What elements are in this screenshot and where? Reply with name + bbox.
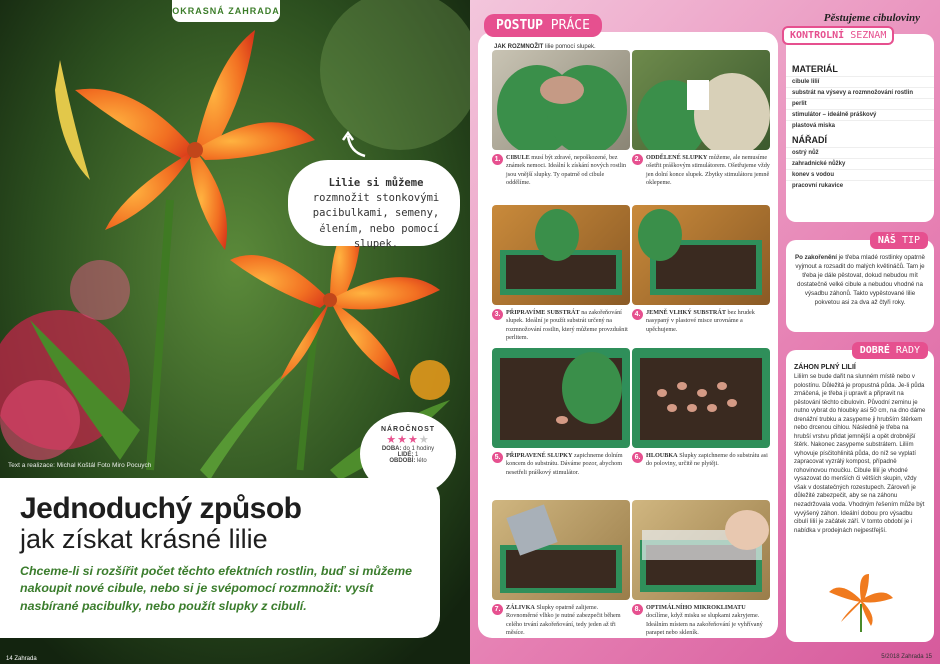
star-icon: ★ — [386, 434, 398, 446]
star-icon: ★ — [418, 434, 430, 446]
speech-bubble — [288, 160, 460, 250]
page-footer-left: 14 Zahrada — [6, 656, 37, 662]
tip-title: NÁŠ TIP — [870, 232, 928, 249]
procedure-subtitle: JAK ROZMNOŽIT lilie pomocí slupek. — [494, 44, 596, 50]
bubble-bold: Lilie si můžeme — [328, 177, 424, 189]
procedure-panel — [478, 18, 778, 638]
lily-flower-icon — [826, 574, 896, 634]
article-title-box — [0, 478, 440, 638]
step-1: 1. CIBULE musí být zdravé, nepoškozené, bez známek nemoci. Ideální k získání nových rostlin jsou vnější slupky. Ty opatrně od cibule oddělíme. — [492, 50, 630, 187]
step-photo — [632, 348, 770, 448]
tools-heading: NÁŘADÍ — [792, 135, 827, 145]
step-photo — [632, 205, 770, 305]
list-item: stimulátor – ideálně práškový — [786, 109, 934, 120]
list-item: substrát na výsevy a rozmnožování rostlin — [786, 87, 934, 98]
difficulty-row: OBDOBÍ: léto — [389, 458, 427, 464]
star-icon: ★ — [397, 434, 408, 446]
difficulty-row: DOBA: do 1 hodiny — [381, 446, 435, 452]
right-page — [470, 0, 940, 664]
list-item: pracovní rukavice — [786, 180, 934, 191]
article-subtitle: jak získat krásné lilie — [20, 524, 268, 554]
list-item: plastová miska — [786, 120, 934, 131]
advice-text: Liliím se bude dařit na slunném místě nebo v polostínu. Důležitá je propustná půda. Je-li půda zmáčená, je třeba ji upravit a připravit na pěstování těchto cibulovin. Původní zeminu je nutno vybrat do hloubky asi 50 cm, na dno dáme drenážní trubku a zasypeme ji hrubším štěrkem nebo drcenou cihlou. Následně je třeba na hrubší vrstvu přidat jemnější a opět drobnější štěrk. Nakonec zasypeme substrátem. Liliím vyhovuje písčitohlinitá půda, do níž se vyplatí zapracovat vyzrálý kompost, případně rohovinovou moučku. Cibule lilií je vhodné vysazovat do menších či větších skupin, vždy však v dostatečných rozestupech. Zároveň je důležité zabezpečit, aby se na záhonu nezadržovala voda. Vhodným řešením může být vyvýšený záhon. Ideální dobou pro výsadbu cibulí lilií je začátek září. V tomto období je i nabídka v prodejnách nejpestřejší. — [794, 373, 926, 534]
section-tag: OKRASNÁ ZAHRADA — [172, 0, 280, 22]
difficulty-stars — [360, 433, 456, 446]
article-lead: Chceme-li si rozšířit počet těchto efektních rostlin, buď si můžeme nakoupit nové cibule, nebo si je svépomocí rozmnožit: vysít nasbírané pacibulky, nebo použít slupky z cibulí. — [20, 564, 412, 613]
advice-box — [786, 345, 934, 642]
step-photo — [632, 50, 770, 150]
step-5: 5. PŘIPRAVENÉ SLUPKY zapichneme dolním koncem do substrátu. Dáváme pozor, abychom nesetřeli práškový stimulátor. — [492, 348, 630, 477]
section-header: Pěstujeme cibuloviny — [823, 12, 920, 24]
list-item: konev s vodou — [786, 169, 934, 180]
list-item: cibule lilií — [786, 76, 934, 87]
step-6: 6. HLOUBKA Slupky zapichneme do substrátu asi do poloviny, určitě ne plytěji. — [632, 348, 770, 469]
step-photo — [632, 500, 770, 600]
page-number: 5/2018 Zahrada 15 — [881, 654, 932, 660]
photo-credit: Text a realizace: Michal Koštál Foto Miro Pocuych — [8, 462, 152, 469]
difficulty-label: NÁROČNOST — [380, 426, 436, 433]
checklist-box — [786, 30, 934, 222]
material-heading: MATERIÁL — [792, 64, 838, 74]
list-item: zahradnické nůžky — [786, 158, 934, 169]
checklist-title: KONTROLNÍ SEZNAM — [782, 26, 894, 45]
difficulty-row: LIDÉ: 1 — [397, 452, 419, 458]
article-title: Jednoduchý způsob — [20, 492, 302, 525]
bubble-text: rozmnožit stonkovými pacibulkami, semeny, dělením, nebo pomocí slupek. — [312, 192, 440, 250]
step-photo — [492, 50, 630, 150]
step-photo — [492, 205, 630, 305]
step-3: 3. PŘIPRAVÍME SUBSTRÁT na zakořeňování slupek. Ideální je použít substrát určený na rozmnožování rostlin, který můžeme provzdušnit perlitem. — [492, 205, 630, 342]
curved-arrow-icon — [340, 130, 370, 160]
tip-box — [786, 235, 934, 332]
step-photo — [492, 500, 630, 600]
star-icon: ★ — [408, 434, 419, 446]
advice-heading: ZÁHON PLNÝ LILIÍ — [794, 364, 856, 371]
list-item: ostrý nůž — [786, 147, 934, 158]
tools-list — [786, 147, 934, 191]
step-photo — [492, 348, 630, 448]
tip-text: Po zakořenění je třeba mladé rostlinky opatrně vyjmout a rozsadit do malých květináčů. Tam je třeba je dále pěstovat, dokud nebudou mít dostatečně velké cibule a nebudou vhodné na výsadbu záhonů. Takto vypěstované lilie pokvetou asi za dva až čtyři roky. — [794, 254, 925, 306]
step-4: 4. JEMNĚ VLHKÝ SUBSTRÁT bez hrudek nasypaný v plastové misce urovnáme a upěchujeme. — [632, 205, 770, 334]
step-2: 2. ODDĚLENÉ SLUPKY můžeme, ale nemusíme ošetřit práškovým stimulátorem. Ošetřujeme vždy jen dolní konce slupek. Zbytky stimulátoru jemně oklepeme. — [632, 50, 770, 187]
list-item: perlit — [786, 98, 934, 109]
procedure-title: POSTUP PRÁCE — [484, 14, 602, 37]
material-list — [786, 76, 934, 131]
step-8: 8. OPTIMÁLNÍHO MIKROKLIMATU docílíme, když misku se slupkami zakryjeme. Ideálním místem na zakořeňování je vyhřívaný parapet nebo skleník. — [632, 500, 770, 637]
advice-title: DOBRÉ RADY — [852, 342, 928, 359]
step-7: 7. ZÁLIVKA Slupky opatrně zalijeme. Rovnoměrné vlhko je nutné zabezpečit během celého trvání zakořeňování, tedy jeden až tři měsíce. — [492, 500, 630, 637]
